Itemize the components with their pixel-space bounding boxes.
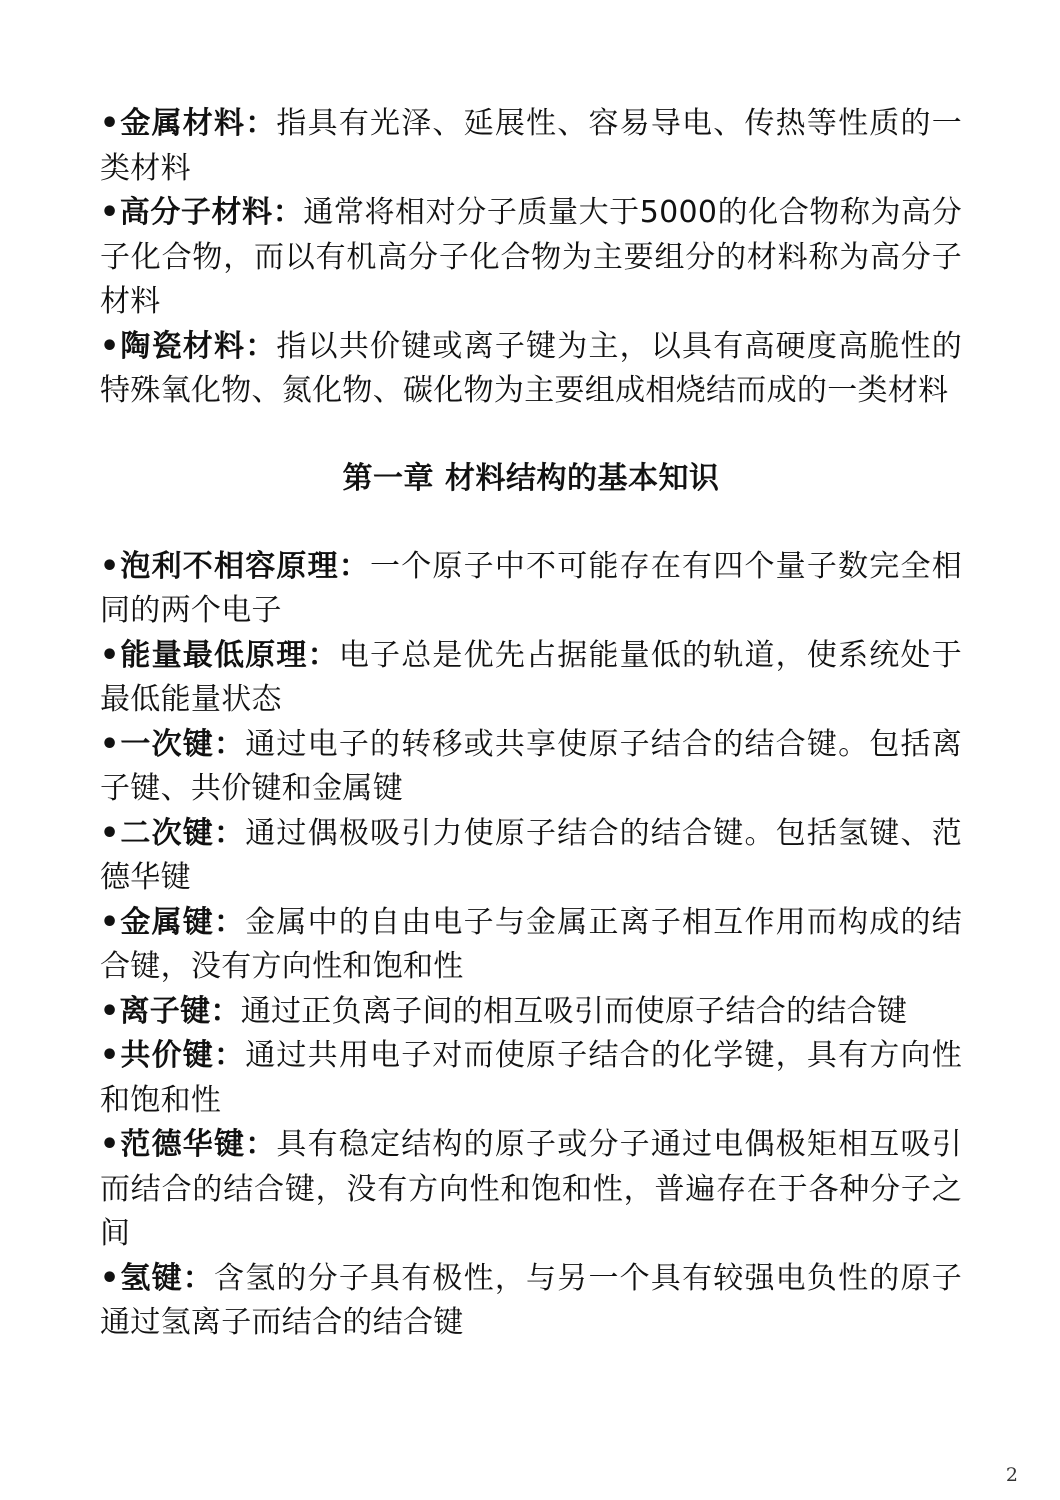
definition-text: 通过电子的转移或共享使原子结合的结合键。包括离子键、共价键和金属键	[100, 726, 962, 806]
definition-term: •一次键：	[100, 726, 246, 762]
definition-text: 具有稳定结构的原子或分子通过电偶极矩相互吸引而结合的结合键，没有方向性和饱和性，普遍存在于各种分子之间	[100, 1127, 962, 1251]
definition-entry	[100, 901, 962, 990]
chapter-definition-list	[100, 545, 962, 1346]
definition-entry	[100, 723, 962, 812]
definition-entry	[100, 1123, 962, 1257]
definition-term: •共价键：	[100, 1038, 246, 1073]
definition-term: •高分子材料：	[100, 195, 304, 230]
spacer	[100, 414, 962, 457]
definition-term: •泡利不相容原理：	[100, 548, 371, 584]
definition-text: 通过偶极吸引力使原子结合的结合键。包括氢键、范德华键	[100, 815, 962, 895]
definition-entry	[100, 990, 962, 1035]
definition-term: •二次键：	[100, 815, 246, 851]
definition-term: •能量最低原理：	[100, 637, 339, 673]
definition-entry	[100, 102, 962, 191]
definition-text: 指具有光泽、延展性、容易导电、传热等性质的一类材料	[100, 106, 962, 186]
page-number: 2	[1005, 1464, 1018, 1486]
definition-term: •陶瓷材料：	[100, 328, 277, 364]
intro-definition-list	[100, 102, 962, 414]
definition-term: •金属材料：	[100, 106, 277, 141]
definition-term: •范德华键：	[100, 1127, 277, 1162]
definition-entry	[100, 325, 962, 414]
definition-text: 通过共用电子对而使原子结合的化学键，具有方向性和饱和性	[100, 1038, 962, 1118]
definition-term: •离子键：	[100, 993, 241, 1029]
definition-term: •金属键：	[100, 904, 246, 940]
definition-text: 电子总是优先占据能量低的轨道，使系统处于最低能量状态	[100, 637, 962, 717]
document-page	[100, 102, 962, 1346]
definition-text: 通常将相对分子质量大于5000的化合物称为高分子化合物，而以有机高分子化合物为主要组分的材料称为高分子材料	[100, 195, 963, 319]
spacer	[100, 501, 962, 545]
definition-entry	[100, 634, 962, 723]
definition-text: 一个原子中不可能存在有四个量子数完全相同的两个电子	[100, 548, 962, 628]
definition-entry	[100, 545, 962, 634]
definition-entry	[100, 1034, 962, 1123]
chapter-title: 第一章 材料结构的基本知识	[342, 460, 720, 496]
definition-entry	[100, 191, 962, 325]
definition-term: •氢键：	[100, 1260, 214, 1296]
definition-text: 指以共价键或离子键为主，以具有高硬度高脆性的特殊氧化物、氮化物、碳化物为主要组成相烧结而成的一类材料	[100, 328, 962, 408]
definition-text: 含氢的分子具有极性，与另一个具有较强电负性的原子通过氢离子而结合的结合键	[100, 1260, 963, 1340]
definition-entry	[100, 1257, 962, 1346]
definition-text: 通过正负离子间的相互吸引而使原子结合的结合键	[240, 993, 908, 1029]
definition-text: 金属中的自由电子与金属正离子相互作用而构成的结合键，没有方向性和饱和性	[100, 904, 962, 984]
definition-entry	[100, 812, 962, 901]
